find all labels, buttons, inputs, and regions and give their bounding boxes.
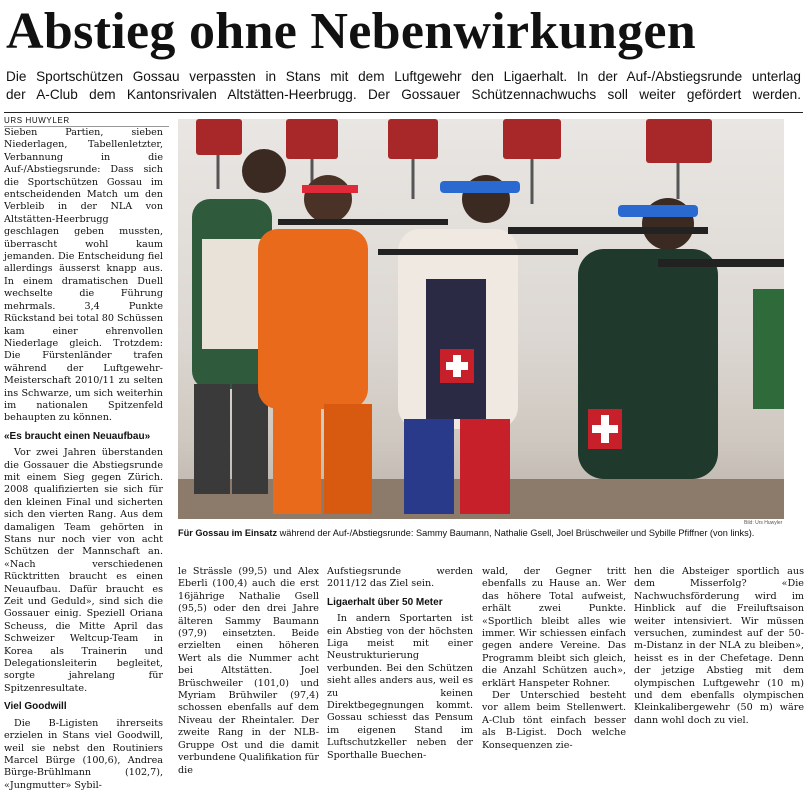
paragraph: hen die Absteiger sportlich aus dem Misserfolg? «Die Nachwuchsförderung wird im Hinblick auf die Freiluftsaison weiter intensiviert. Wir müssen versuchen, zumindest auf der 50-m-Distanz in der NLA zu bleiben», heisst es in der Chefetage. Denn der jetzige Abstieg mit dem olympischen Luftgewehr (10 m) und dem ebenfalls olympischen Kleinkalibergewehr (50 m) wäre dann wohl doch zu viel.: [634, 566, 804, 726]
lead-line-1: Die Sportschützen Gossau verpassten in Stans mit dem Luftgewehr den Ligaerhalt. In der Auf-/Abstiegsrunde unterlag: [6, 69, 801, 84]
paragraph: Der Unterschied besteht vor allem beim Stellenwert. A-Club tönt einfach besser als B-Ligist. Doch welche Konsequenzen zie-: [482, 690, 626, 751]
subheading: «Es braucht einen Neuaufbau»: [4, 430, 151, 442]
shooters-illustration: [178, 119, 784, 519]
photo-caption: [178, 527, 784, 539]
lead-line-2: der A-Club dem Kantonsrivalen Altstätten-Heerbrugg. Der Gossauer Schützennachwuchs soll weiter gefördert werden.: [6, 87, 801, 102]
paragraph: Sieben Partien, sieben Niederlagen, Tabellenletzter, Verbannung in die Auf-/Abstiegsrunde: Dass sich die Sportschützen Gossau im entscheidenden Match um den Verbleib in der NLA von Altstätten-Heerbrugg geschlagen geben mussten, überrascht wohl kaum jemanden. Die Entscheidung fiel allerdings äusserst knapp aus. In einem dramatischen Duell wechselte die Führung mehrmals. 3,4 Punkte Rückstand bei total 80 Schüssen kam einer ehrenvollen Niederlage gleich. Trotzdem: Die Fürstenländer trafen während der Luftgewehr-Meisterschaft 2010/11 zu selten ins Schwarze, um sich weiterhin im nationalen Spitzenfeld behaupten zu können.: [4, 127, 163, 424]
headline: Abstieg ohne Nebenwirkungen: [6, 3, 696, 60]
paragraph: In andern Sportarten ist ein Abstieg von der höchsten Liga meist mit einer Neustrukturierung verbunden. Bei den Schützen sieht alles anders aus, weil es zu keinen Direktbegegnungen kommt. Gossau schiesst das Pensum im eigenen Stand im Luftschutzkeller neben der Sporthalle Buechen-: [327, 613, 473, 761]
header-rule: [4, 112, 803, 113]
article-photo: [178, 119, 784, 519]
paragraph: Aufstiegsrunde werden 2011/12 das Ziel sein.: [327, 566, 473, 590]
lead-paragraph: [6, 68, 801, 104]
caption-text: während der Auf-/Abstiegsrunde: Sammy Baumann, Nathalie Gsell, Joel Brüschweiler und Sybille Pfiffner (von links).: [277, 528, 755, 538]
article-column-4: [482, 566, 626, 752]
photo-credit: Bild: Urs Huwyler: [744, 520, 783, 526]
article-column-2: [178, 566, 319, 777]
subheading: Viel Goodwill: [4, 701, 67, 713]
subheading: Ligaerhalt über 50 Meter: [327, 596, 443, 608]
byline: URS HUWYLER: [4, 116, 169, 127]
article-column-3: [327, 566, 473, 762]
article-column-1: [4, 127, 163, 791]
paragraph: Die B-Ligisten ihrerseits erzielen in Stans viel Goodwill, weil sie nebst den Routiniers Marcel Bürge (100,6), Andrea Bürge-Brühlmann (102,7), «Jungmutter» Sybil-: [4, 717, 163, 791]
article-column-5: [634, 566, 804, 727]
paragraph: le Strässle (99,5) und Alex Eberli (100,4) auch die erst 16jährige Nathalie Gsell (95,5) oder den drei Jahre älteren Sammy Baumann (97,9) einsetzten. Beide erzielten einen höheren Wert als die Nummer acht bei Altstätten. Joel Brüschweiler (101,0) und Myriam Brühwiler (97,4) schossen ebenfalls auf dem Niveau der Rheintaler. Der zweite Rang in der NLB-Gruppe Ost und die damit verbundene Qualifikation für die: [178, 566, 319, 776]
caption-bold: Für Gossau im Einsatz: [178, 528, 278, 538]
paragraph: wald, der Gegner tritt ebenfalls zu Hause an. Wer das höhere Total aufweist, erhält zwei Punkte. «Sportlich bleibt alles wie immer. Wir schiessen einfach gegen andere Vereine. Das Programm bleibt sich gleich, die Anzahl Schützen auch», erklärt Hanspeter Rohner.: [482, 566, 626, 689]
paragraph: Vor zwei Jahren überstanden die Gossauer die Abstiegsrunde mit einem Sieg gegen Zürich. 2008 qualifizierten sie sich für den kleinen Final und sicherten sich den vierten Rang. Aus dem damaligen Team gehörten in Stans nur noch vier von acht Schützen der Mannschaft an. «Nach verschiedenen Rücktritten braucht es einen Neuaufbau. Dafür braucht es Zeit und Geduld», sind sich die Gossauer einig. Speziell Oriana Scheuss, die Mitte April das Schweizer Weltcup-Team in Korea als Trainerin und Delegationsleiterin begleitet, sorgte jahrelang für Spitzenresultate.: [4, 447, 163, 694]
